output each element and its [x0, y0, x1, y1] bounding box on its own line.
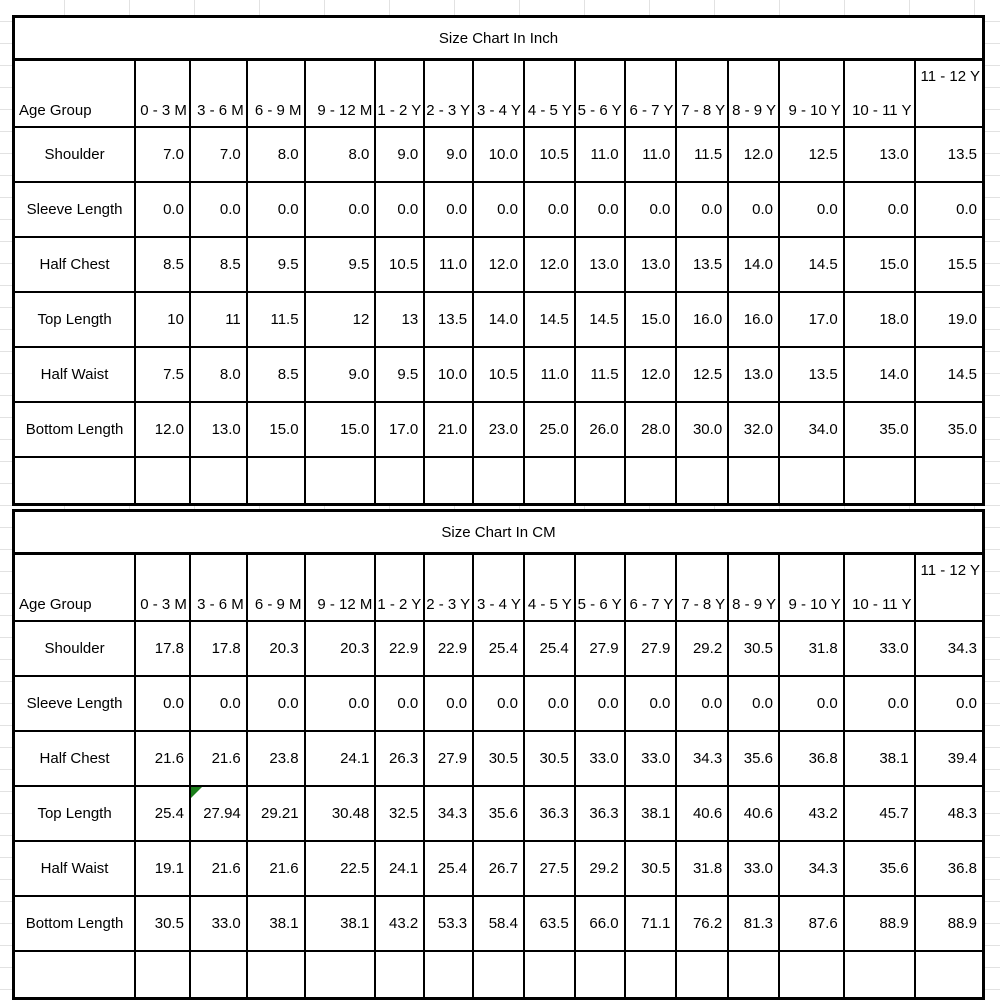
spreadsheet-area — [12, 15, 985, 1000]
cell-half-waist-6-7-y: 30.5 — [625, 841, 677, 896]
cell-bottom-length-6-7-y: 28.0 — [625, 402, 677, 457]
cell-sleeve-length-2-3-y: 0.0 — [424, 182, 473, 237]
cell-top-length-0-3-m: 10 — [135, 292, 190, 347]
cell-sleeve-length-5-6-y: 0.0 — [575, 182, 625, 237]
cell-shoulder-6-9-m: 8.0 — [247, 127, 305, 182]
cell-blank — [844, 951, 915, 999]
cell-half-chest-9-10-y: 14.5 — [779, 237, 844, 292]
cell-top-length-0-3-m: 25.4 — [135, 786, 190, 841]
cell-shoulder-5-6-y: 27.9 — [575, 621, 625, 676]
cell-top-length-6-9-m: 29.21 — [247, 786, 305, 841]
table-row — [14, 786, 984, 841]
cell-half-chest-10-11-y: 38.1 — [844, 731, 915, 786]
cell-half-waist-11-12-y: 36.8 — [915, 841, 984, 896]
cell-blank — [676, 457, 728, 505]
cell-sleeve-length-6-9-m: 0.0 — [247, 182, 305, 237]
cell-shoulder-9-10-y: 12.5 — [779, 127, 844, 182]
cell-half-chest-3-4-y: 30.5 — [473, 731, 524, 786]
cell-blank — [375, 951, 424, 999]
cell-shoulder-0-3-m: 7.0 — [135, 127, 190, 182]
cell-shoulder-11-12-y: 13.5 — [915, 127, 984, 182]
cell-top-length-8-9-y: 16.0 — [728, 292, 779, 347]
cell-half-waist-5-6-y: 11.5 — [575, 347, 625, 402]
row-label-half-chest: Half Chest — [14, 237, 136, 292]
table-row — [14, 621, 984, 676]
table-row — [14, 896, 984, 951]
cell-bottom-length-9-12-m: 15.0 — [305, 402, 376, 457]
cell-shoulder-6-7-y: 27.9 — [625, 621, 677, 676]
cell-shoulder-9-10-y: 31.8 — [779, 621, 844, 676]
cell-top-length-3-6-m-flagged: 27.94 — [190, 786, 247, 841]
cell-sleeve-length-10-11-y: 0.0 — [844, 182, 915, 237]
size-table-inch — [12, 15, 985, 506]
row-label-sleeve-length: Sleeve Length — [14, 676, 136, 731]
cell-top-length-6-7-y: 38.1 — [625, 786, 677, 841]
column-header-3-4-y: 3 - 4 Y — [473, 554, 524, 622]
row-label-top-length: Top Length — [14, 292, 136, 347]
cell-blank — [575, 951, 625, 999]
row-label-shoulder: Shoulder — [14, 621, 136, 676]
row-label-sleeve-length: Sleeve Length — [14, 182, 136, 237]
cell-blank — [625, 457, 677, 505]
cell-bottom-length-3-4-y: 58.4 — [473, 896, 524, 951]
column-header-7-8-y: 7 - 8 Y — [676, 60, 728, 128]
table-row — [14, 347, 984, 402]
cell-shoulder-0-3-m: 17.8 — [135, 621, 190, 676]
column-header-9-12-m: 9 - 12 M — [305, 60, 376, 128]
cell-half-chest-8-9-y: 35.6 — [728, 731, 779, 786]
column-header-6-9-m: 6 - 9 M — [247, 60, 305, 128]
table-title-inch: Size Chart In Inch — [14, 17, 984, 60]
cell-blank — [305, 951, 376, 999]
column-header-7-8-y: 7 - 8 Y — [676, 554, 728, 622]
cell-blank — [779, 951, 844, 999]
column-header-6-9-m: 6 - 9 M — [247, 554, 305, 622]
column-header-4-5-y: 4 - 5 Y — [524, 60, 575, 128]
cell-sleeve-length-3-4-y: 0.0 — [473, 182, 524, 237]
cell-half-chest-6-9-m: 9.5 — [247, 237, 305, 292]
column-header-9-10-y: 9 - 10 Y — [779, 60, 844, 128]
cell-sleeve-length-10-11-y: 0.0 — [844, 676, 915, 731]
cell-bottom-length-9-12-m: 38.1 — [305, 896, 376, 951]
cell-half-chest-6-7-y: 13.0 — [625, 237, 677, 292]
cell-shoulder-10-11-y: 33.0 — [844, 621, 915, 676]
column-header-10-11-y: 10 - 11 Y — [844, 60, 915, 128]
column-header-2-3-y: 2 - 3 Y — [424, 60, 473, 128]
cell-half-waist-4-5-y: 11.0 — [524, 347, 575, 402]
cell-blank — [247, 951, 305, 999]
cell-blank — [190, 951, 247, 999]
cell-top-length-8-9-y: 40.6 — [728, 786, 779, 841]
cell-half-waist-8-9-y: 33.0 — [728, 841, 779, 896]
cell-bottom-length-3-6-m: 33.0 — [190, 896, 247, 951]
table-row — [14, 951, 984, 999]
cell-half-chest-6-9-m: 23.8 — [247, 731, 305, 786]
cell-blank — [190, 457, 247, 505]
cell-half-waist-7-8-y: 12.5 — [676, 347, 728, 402]
cell-sleeve-length-3-6-m: 0.0 — [190, 182, 247, 237]
cell-half-chest-3-6-m: 8.5 — [190, 237, 247, 292]
cell-blank — [473, 951, 524, 999]
column-header-9-12-m: 9 - 12 M — [305, 554, 376, 622]
cell-blank — [728, 951, 779, 999]
cell-shoulder-7-8-y: 11.5 — [676, 127, 728, 182]
cell-half-waist-2-3-y: 25.4 — [424, 841, 473, 896]
cell-shoulder-6-7-y: 11.0 — [625, 127, 677, 182]
cell-blank — [375, 457, 424, 505]
cell-blank — [247, 457, 305, 505]
cell-shoulder-5-6-y: 11.0 — [575, 127, 625, 182]
cell-shoulder-7-8-y: 29.2 — [676, 621, 728, 676]
cell-bottom-length-7-8-y: 76.2 — [676, 896, 728, 951]
cell-bottom-length-4-5-y: 63.5 — [524, 896, 575, 951]
cell-sleeve-length-7-8-y: 0.0 — [676, 182, 728, 237]
cell-half-waist-3-4-y: 10.5 — [473, 347, 524, 402]
column-header-11-12-y: 11 - 12 Y — [915, 554, 984, 622]
cell-blank — [305, 457, 376, 505]
cell-top-length-9-10-y: 17.0 — [779, 292, 844, 347]
row-label-bottom-length: Bottom Length — [14, 896, 136, 951]
cell-half-chest-2-3-y: 27.9 — [424, 731, 473, 786]
cell-sleeve-length-9-10-y: 0.0 — [779, 182, 844, 237]
row-label-top-length: Top Length — [14, 786, 136, 841]
cell-blank — [676, 951, 728, 999]
cell-bottom-length-5-6-y: 26.0 — [575, 402, 625, 457]
cell-blank — [915, 951, 984, 999]
cell-half-waist-0-3-m: 19.1 — [135, 841, 190, 896]
cell-bottom-length-11-12-y: 88.9 — [915, 896, 984, 951]
cell-half-chest-9-10-y: 36.8 — [779, 731, 844, 786]
cell-bottom-length-3-4-y: 23.0 — [473, 402, 524, 457]
cell-blank — [424, 951, 473, 999]
cell-top-length-4-5-y: 14.5 — [524, 292, 575, 347]
table-row — [14, 127, 984, 182]
cell-shoulder-1-2-y: 22.9 — [375, 621, 424, 676]
cell-shoulder-2-3-y: 9.0 — [424, 127, 473, 182]
cell-sleeve-length-6-9-m: 0.0 — [247, 676, 305, 731]
cell-half-chest-11-12-y: 15.5 — [915, 237, 984, 292]
cell-top-length-4-5-y: 36.3 — [524, 786, 575, 841]
cell-half-chest-9-12-m: 9.5 — [305, 237, 376, 292]
cell-half-waist-7-8-y: 31.8 — [676, 841, 728, 896]
cell-half-chest-7-8-y: 34.3 — [676, 731, 728, 786]
cell-top-length-2-3-y: 34.3 — [424, 786, 473, 841]
size-table-cm — [12, 509, 985, 1000]
cell-half-waist-9-12-m: 22.5 — [305, 841, 376, 896]
cell-half-chest-3-4-y: 12.0 — [473, 237, 524, 292]
cell-half-chest-4-5-y: 30.5 — [524, 731, 575, 786]
cell-top-length-11-12-y: 48.3 — [915, 786, 984, 841]
row-label-half-waist: Half Waist — [14, 841, 136, 896]
cell-blank — [575, 457, 625, 505]
cell-sleeve-length-2-3-y: 0.0 — [424, 676, 473, 731]
cell-shoulder-4-5-y: 10.5 — [524, 127, 575, 182]
cell-sleeve-length-0-3-m: 0.0 — [135, 182, 190, 237]
cell-half-waist-9-12-m: 9.0 — [305, 347, 376, 402]
table-row — [14, 237, 984, 292]
cell-bottom-length-9-10-y: 87.6 — [779, 896, 844, 951]
cell-top-length-1-2-y: 13 — [375, 292, 424, 347]
table-row — [14, 292, 984, 347]
cell-half-waist-6-7-y: 12.0 — [625, 347, 677, 402]
column-header-3-6-m: 3 - 6 M — [190, 554, 247, 622]
cell-shoulder-8-9-y: 30.5 — [728, 621, 779, 676]
cell-sleeve-length-11-12-y: 0.0 — [915, 182, 984, 237]
cell-sleeve-length-1-2-y: 0.0 — [375, 676, 424, 731]
column-header-0-3-m: 0 - 3 M — [135, 60, 190, 128]
cell-half-waist-10-11-y: 35.6 — [844, 841, 915, 896]
cell-half-waist-3-6-m: 8.0 — [190, 347, 247, 402]
cell-half-waist-6-9-m: 8.5 — [247, 347, 305, 402]
cell-sleeve-length-8-9-y: 0.0 — [728, 676, 779, 731]
table-row — [14, 182, 984, 237]
cell-blank — [135, 951, 190, 999]
column-header-8-9-y: 8 - 9 Y — [728, 60, 779, 128]
column-header-4-5-y: 4 - 5 Y — [524, 554, 575, 622]
cell-sleeve-length-3-4-y: 0.0 — [473, 676, 524, 731]
cell-half-waist-2-3-y: 10.0 — [424, 347, 473, 402]
cell-top-length-9-12-m: 12 — [305, 292, 376, 347]
cell-bottom-length-3-6-m: 13.0 — [190, 402, 247, 457]
cell-half-chest-1-2-y: 10.5 — [375, 237, 424, 292]
column-header-3-6-m: 3 - 6 M — [190, 60, 247, 128]
cell-half-waist-10-11-y: 14.0 — [844, 347, 915, 402]
cell-half-waist-3-6-m: 21.6 — [190, 841, 247, 896]
cell-blank — [524, 951, 575, 999]
cell-top-length-3-6-m: 11 — [190, 292, 247, 347]
cell-half-chest-4-5-y: 12.0 — [524, 237, 575, 292]
cell-bottom-length-10-11-y: 35.0 — [844, 402, 915, 457]
cell-half-chest-0-3-m: 21.6 — [135, 731, 190, 786]
cell-half-waist-0-3-m: 7.5 — [135, 347, 190, 402]
cell-top-length-6-7-y: 15.0 — [625, 292, 677, 347]
cell-top-length-11-12-y: 19.0 — [915, 292, 984, 347]
cell-top-length-9-12-m: 30.48 — [305, 786, 376, 841]
cell-top-length-5-6-y: 14.5 — [575, 292, 625, 347]
cell-shoulder-6-9-m: 20.3 — [247, 621, 305, 676]
cell-blank — [779, 457, 844, 505]
column-header-age-group: Age Group — [14, 554, 136, 622]
column-header-6-7-y: 6 - 7 Y — [625, 554, 677, 622]
cell-top-length-7-8-y: 16.0 — [676, 292, 728, 347]
cell-shoulder-8-9-y: 12.0 — [728, 127, 779, 182]
table-title-cm: Size Chart In CM — [14, 511, 984, 554]
cell-top-length-3-4-y: 14.0 — [473, 292, 524, 347]
cell-bottom-length-8-9-y: 81.3 — [728, 896, 779, 951]
cell-bottom-length-1-2-y: 17.0 — [375, 402, 424, 457]
row-label-half-waist: Half Waist — [14, 347, 136, 402]
cell-shoulder-9-12-m: 20.3 — [305, 621, 376, 676]
cell-bottom-length-2-3-y: 21.0 — [424, 402, 473, 457]
table-row — [14, 457, 984, 505]
cell-half-chest-11-12-y: 39.4 — [915, 731, 984, 786]
cell-bottom-length-6-7-y: 71.1 — [625, 896, 677, 951]
cell-top-length-7-8-y: 40.6 — [676, 786, 728, 841]
column-header-0-3-m: 0 - 3 M — [135, 554, 190, 622]
cell-blank — [524, 457, 575, 505]
cell-sleeve-length-6-7-y: 0.0 — [625, 676, 677, 731]
cell-bottom-length-1-2-y: 43.2 — [375, 896, 424, 951]
row-label-shoulder: Shoulder — [14, 127, 136, 182]
cell-sleeve-length-9-12-m: 0.0 — [305, 182, 376, 237]
cell-sleeve-length-9-12-m: 0.0 — [305, 676, 376, 731]
cell-shoulder-3-6-m: 7.0 — [190, 127, 247, 182]
cell-half-waist-1-2-y: 9.5 — [375, 347, 424, 402]
cell-top-length-3-4-y: 35.6 — [473, 786, 524, 841]
cell-blank — [135, 457, 190, 505]
cell-shoulder-1-2-y: 9.0 — [375, 127, 424, 182]
cell-half-waist-8-9-y: 13.0 — [728, 347, 779, 402]
cell-half-chest-6-7-y: 33.0 — [625, 731, 677, 786]
cell-sleeve-length-4-5-y: 0.0 — [524, 676, 575, 731]
cell-shoulder-2-3-y: 22.9 — [424, 621, 473, 676]
column-header-5-6-y: 5 - 6 Y — [575, 554, 625, 622]
cell-bottom-length-10-11-y: 88.9 — [844, 896, 915, 951]
cell-half-waist-3-4-y: 26.7 — [473, 841, 524, 896]
column-header-1-2-y: 1 - 2 Y — [375, 554, 424, 622]
cell-top-length-9-10-y: 43.2 — [779, 786, 844, 841]
cell-half-chest-10-11-y: 15.0 — [844, 237, 915, 292]
cell-blank — [424, 457, 473, 505]
cell-bottom-length-8-9-y: 32.0 — [728, 402, 779, 457]
cell-bottom-length-11-12-y: 35.0 — [915, 402, 984, 457]
cell-bottom-length-0-3-m: 30.5 — [135, 896, 190, 951]
cell-shoulder-3-4-y: 25.4 — [473, 621, 524, 676]
cell-bottom-length-6-9-m: 38.1 — [247, 896, 305, 951]
cell-half-waist-9-10-y: 34.3 — [779, 841, 844, 896]
cell-top-length-10-11-y: 18.0 — [844, 292, 915, 347]
column-header-9-10-y: 9 - 10 Y — [779, 554, 844, 622]
cell-sleeve-length-4-5-y: 0.0 — [524, 182, 575, 237]
cell-shoulder-3-4-y: 10.0 — [473, 127, 524, 182]
cell-top-length-10-11-y: 45.7 — [844, 786, 915, 841]
column-header-1-2-y: 1 - 2 Y — [375, 60, 424, 128]
cell-blank — [915, 457, 984, 505]
cell-half-waist-11-12-y: 14.5 — [915, 347, 984, 402]
column-header-3-4-y: 3 - 4 Y — [473, 60, 524, 128]
cell-sleeve-length-1-2-y: 0.0 — [375, 182, 424, 237]
cell-top-length-6-9-m: 11.5 — [247, 292, 305, 347]
cell-top-length-5-6-y: 36.3 — [575, 786, 625, 841]
cell-sleeve-length-8-9-y: 0.0 — [728, 182, 779, 237]
column-header-6-7-y: 6 - 7 Y — [625, 60, 677, 128]
cell-bottom-length-7-8-y: 30.0 — [676, 402, 728, 457]
cell-top-length-1-2-y: 32.5 — [375, 786, 424, 841]
cell-blank — [844, 457, 915, 505]
column-header-2-3-y: 2 - 3 Y — [424, 554, 473, 622]
cell-bottom-length-9-10-y: 34.0 — [779, 402, 844, 457]
cell-bottom-length-5-6-y: 66.0 — [575, 896, 625, 951]
row-label-half-chest: Half Chest — [14, 731, 136, 786]
cell-bottom-length-4-5-y: 25.0 — [524, 402, 575, 457]
cell-blank — [625, 951, 677, 999]
cell-shoulder-9-12-m: 8.0 — [305, 127, 376, 182]
table-row — [14, 402, 984, 457]
cell-half-chest-0-3-m: 8.5 — [135, 237, 190, 292]
cell-half-chest-8-9-y: 14.0 — [728, 237, 779, 292]
cell-bottom-length-2-3-y: 53.3 — [424, 896, 473, 951]
cell-bottom-length-0-3-m: 12.0 — [135, 402, 190, 457]
cell-blank — [473, 457, 524, 505]
cell-half-chest-3-6-m: 21.6 — [190, 731, 247, 786]
row-label-blank — [14, 457, 136, 505]
column-header-age-group: Age Group — [14, 60, 136, 128]
cell-bottom-length-6-9-m: 15.0 — [247, 402, 305, 457]
cell-half-waist-9-10-y: 13.5 — [779, 347, 844, 402]
table-row — [14, 841, 984, 896]
table-row — [14, 731, 984, 786]
table-row — [14, 676, 984, 731]
column-header-5-6-y: 5 - 6 Y — [575, 60, 625, 128]
cell-half-chest-5-6-y: 33.0 — [575, 731, 625, 786]
column-header-8-9-y: 8 - 9 Y — [728, 554, 779, 622]
cell-half-chest-5-6-y: 13.0 — [575, 237, 625, 292]
cell-sleeve-length-3-6-m: 0.0 — [190, 676, 247, 731]
column-header-10-11-y: 10 - 11 Y — [844, 554, 915, 622]
cell-half-chest-9-12-m: 24.1 — [305, 731, 376, 786]
cell-sleeve-length-9-10-y: 0.0 — [779, 676, 844, 731]
cell-half-waist-1-2-y: 24.1 — [375, 841, 424, 896]
cell-blank — [728, 457, 779, 505]
cell-sleeve-length-7-8-y: 0.0 — [676, 676, 728, 731]
column-header-11-12-y: 11 - 12 Y — [915, 60, 984, 128]
cell-shoulder-4-5-y: 25.4 — [524, 621, 575, 676]
row-label-bottom-length: Bottom Length — [14, 402, 136, 457]
cell-top-length-2-3-y: 13.5 — [424, 292, 473, 347]
cell-shoulder-3-6-m: 17.8 — [190, 621, 247, 676]
cell-half-chest-1-2-y: 26.3 — [375, 731, 424, 786]
row-label-blank — [14, 951, 136, 999]
cell-sleeve-length-11-12-y: 0.0 — [915, 676, 984, 731]
cell-shoulder-10-11-y: 13.0 — [844, 127, 915, 182]
cell-half-waist-4-5-y: 27.5 — [524, 841, 575, 896]
cell-half-waist-5-6-y: 29.2 — [575, 841, 625, 896]
cell-half-waist-6-9-m: 21.6 — [247, 841, 305, 896]
cell-sleeve-length-6-7-y: 0.0 — [625, 182, 677, 237]
cell-sleeve-length-0-3-m: 0.0 — [135, 676, 190, 731]
cell-half-chest-2-3-y: 11.0 — [424, 237, 473, 292]
cell-sleeve-length-5-6-y: 0.0 — [575, 676, 625, 731]
cell-shoulder-11-12-y: 34.3 — [915, 621, 984, 676]
cell-half-chest-7-8-y: 13.5 — [676, 237, 728, 292]
